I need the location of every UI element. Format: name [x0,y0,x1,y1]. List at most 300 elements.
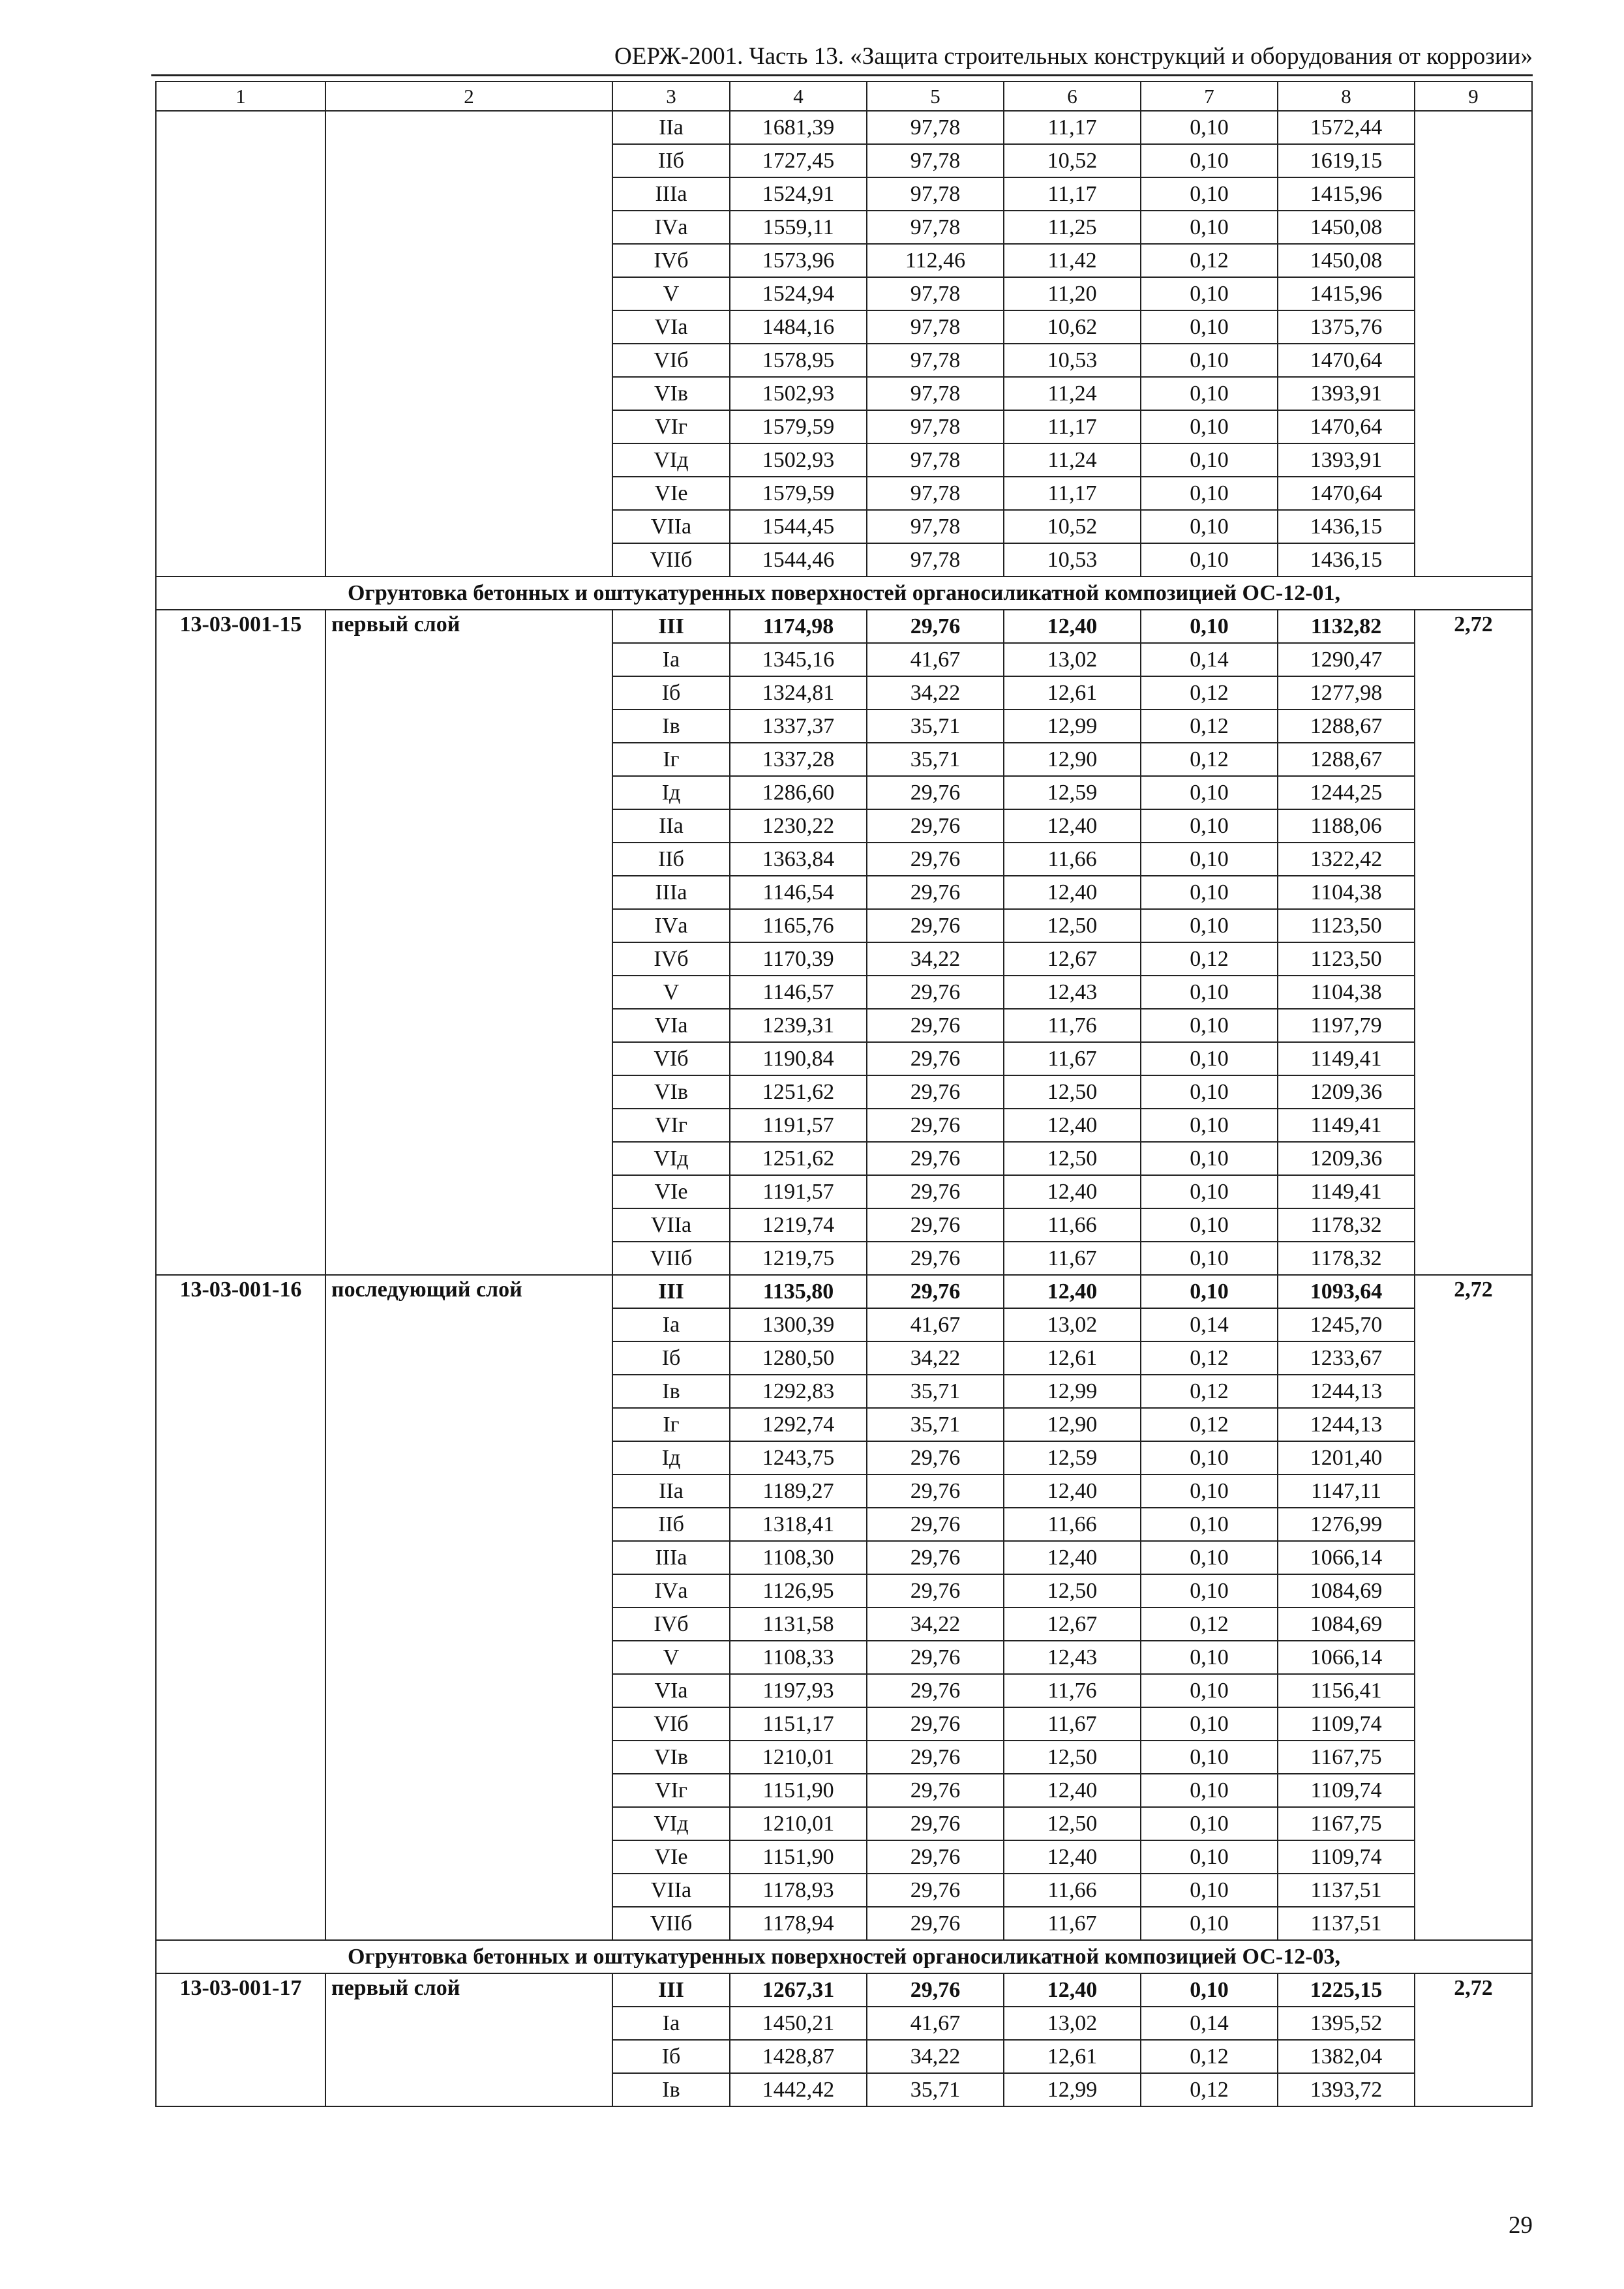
machine-cell: 11,20 [1004,277,1141,310]
driver-wage-cell: 0,10 [1141,1075,1278,1109]
machine-cell: 13,02 [1004,2007,1141,2040]
material-cell: 1209,36 [1278,1142,1415,1175]
zone-cell: IIа [612,809,730,843]
zone-cell: V [612,277,730,310]
material-cell: 1322,42 [1278,843,1415,876]
zone-cell: V [612,976,730,1009]
material-cell: 1066,14 [1278,1641,1415,1674]
zone-cell: III [612,1275,730,1308]
machine-cell: 10,52 [1004,510,1141,543]
zone-cell: VIб [612,1042,730,1075]
cost-cell: 1363,84 [730,843,867,876]
wage-cell: 97,78 [867,111,1004,144]
machine-cell: 12,40 [1004,1175,1141,1208]
material-cell: 1225,15 [1278,1973,1415,2007]
driver-wage-cell: 0,10 [1141,976,1278,1009]
cost-cell: 1324,81 [730,676,867,710]
material-cell: 1415,96 [1278,277,1415,310]
material-cell: 1382,04 [1278,2040,1415,2073]
driver-wage-cell: 0,10 [1141,410,1278,443]
wage-cell: 29,76 [867,1707,1004,1741]
cost-cell: 1151,17 [730,1707,867,1741]
cost-cell: 1559,11 [730,211,867,244]
item-col9-value: 2,72 [1415,1275,1532,1940]
zone-cell: VIб [612,1707,730,1741]
material-cell: 1393,91 [1278,443,1415,477]
driver-wage-cell: 0,12 [1141,1341,1278,1375]
driver-wage-cell: 0,10 [1141,1042,1278,1075]
machine-cell: 10,62 [1004,310,1141,344]
machine-cell: 12,50 [1004,1807,1141,1840]
item-col9-value: 2,72 [1415,610,1532,1275]
driver-wage-cell: 0,14 [1141,1308,1278,1341]
material-cell: 1137,51 [1278,1907,1415,1940]
driver-wage-cell: 0,10 [1141,377,1278,410]
zone-cell: VIд [612,1807,730,1840]
material-cell: 1109,74 [1278,1774,1415,1807]
material-cell: 1277,98 [1278,676,1415,710]
zone-cell: VIг [612,1774,730,1807]
cost-cell: 1210,01 [730,1741,867,1774]
section-title: Огрунтовка бетонных и оштукатуренных поверхностей органосиликатной композицией ОС-12-03, [156,1940,1532,1973]
zone-cell: Iг [612,743,730,776]
machine-cell: 12,61 [1004,676,1141,710]
machine-cell: 11,67 [1004,1907,1141,1940]
item-name: последующий слой [325,1275,612,1940]
wage-cell: 35,71 [867,1408,1004,1441]
machine-cell: 11,42 [1004,244,1141,277]
driver-wage-cell: 0,10 [1141,344,1278,377]
column-number-8: 8 [1278,82,1415,111]
wage-cell: 97,78 [867,277,1004,310]
column-number-row [156,82,1532,111]
column-number-2: 2 [325,82,612,111]
machine-cell: 11,67 [1004,1042,1141,1075]
machine-cell: 12,99 [1004,710,1141,743]
driver-wage-cell: 0,10 [1141,277,1278,310]
machine-cell: 11,66 [1004,1208,1141,1242]
driver-wage-cell: 0,12 [1141,1608,1278,1641]
machine-cell: 12,67 [1004,942,1141,976]
zone-cell: VIв [612,377,730,410]
zone-cell: Iб [612,676,730,710]
driver-wage-cell: 0,10 [1141,1175,1278,1208]
driver-wage-cell: 0,12 [1141,676,1278,710]
zone-cell: IIа [612,111,730,144]
cost-cell: 1345,16 [730,643,867,676]
column-number-9: 9 [1415,82,1532,111]
machine-cell: 11,17 [1004,477,1141,510]
cost-cell: 1579,59 [730,477,867,510]
cost-cell: 1578,95 [730,344,867,377]
machine-cell: 12,59 [1004,1441,1141,1474]
material-cell: 1084,69 [1278,1574,1415,1608]
material-cell: 1572,44 [1278,111,1415,144]
zone-cell: V [612,1641,730,1674]
zone-cell: III [612,1973,730,2007]
cost-cell: 1197,93 [730,1674,867,1707]
material-cell: 1450,08 [1278,244,1415,277]
column-number-1: 1 [156,82,325,111]
material-cell: 1470,64 [1278,410,1415,443]
zone-cell: VIе [612,477,730,510]
cost-cell: 1280,50 [730,1341,867,1375]
material-cell: 1244,13 [1278,1375,1415,1408]
driver-wage-cell: 0,10 [1141,1907,1278,1940]
machine-cell: 11,25 [1004,211,1141,244]
machine-cell: 11,24 [1004,377,1141,410]
driver-wage-cell: 0,10 [1141,1242,1278,1275]
wage-cell: 97,78 [867,211,1004,244]
machine-cell: 10,52 [1004,144,1141,177]
wage-cell: 29,76 [867,1741,1004,1774]
material-cell: 1104,38 [1278,876,1415,909]
cost-cell: 1243,75 [730,1441,867,1474]
column-number-7: 7 [1141,82,1278,111]
cost-cell: 1151,90 [730,1774,867,1807]
wage-cell: 29,76 [867,1840,1004,1874]
cost-cell: 1267,31 [730,1973,867,2007]
cost-cell: 1300,39 [730,1308,867,1341]
material-cell: 1109,74 [1278,1840,1415,1874]
cost-cell: 1524,91 [730,177,867,211]
machine-cell: 12,61 [1004,1341,1141,1375]
zone-cell: VIе [612,1840,730,1874]
section-title: Огрунтовка бетонных и оштукатуренных поверхностей органосиликатной композицией ОС-12-01, [156,576,1532,610]
material-cell: 1109,74 [1278,1707,1415,1741]
zone-cell: VIг [612,410,730,443]
cost-cell: 1502,93 [730,443,867,477]
wage-cell: 29,76 [867,1075,1004,1109]
cost-cell: 1210,01 [730,1807,867,1840]
driver-wage-cell: 0,14 [1141,643,1278,676]
material-cell: 1093,64 [1278,1275,1415,1308]
driver-wage-cell: 0,10 [1141,843,1278,876]
zone-cell: IIб [612,843,730,876]
machine-cell: 12,43 [1004,1641,1141,1674]
item-name: первый слой [325,610,612,1275]
cost-cell: 1484,16 [730,310,867,344]
driver-wage-cell: 0,12 [1141,710,1278,743]
material-cell: 1149,41 [1278,1175,1415,1208]
machine-cell: 11,17 [1004,410,1141,443]
driver-wage-cell: 0,10 [1141,1774,1278,1807]
wage-cell: 29,76 [867,976,1004,1009]
material-cell: 1123,50 [1278,909,1415,942]
zone-cell: Iа [612,643,730,676]
zone-cell: Iб [612,1341,730,1375]
machine-cell: 12,40 [1004,610,1141,643]
cost-cell: 1239,31 [730,1009,867,1042]
cost-cell: 1170,39 [730,942,867,976]
material-cell: 1132,82 [1278,610,1415,643]
zone-cell: IIа [612,1474,730,1508]
driver-wage-cell: 0,10 [1141,1109,1278,1142]
wage-cell: 41,67 [867,643,1004,676]
driver-wage-cell: 0,12 [1141,942,1278,976]
machine-cell: 11,76 [1004,1009,1141,1042]
zone-cell: IVб [612,1608,730,1641]
driver-wage-cell: 0,10 [1141,610,1278,643]
cost-cell: 1131,58 [730,1608,867,1641]
cost-cell: 1190,84 [730,1042,867,1075]
machine-cell: 11,17 [1004,177,1141,211]
wage-cell: 29,76 [867,1142,1004,1175]
item-name: первый слой [325,1973,612,2106]
item-code: 13-03-001-17 [156,1973,325,2106]
cost-cell: 1337,37 [730,710,867,743]
driver-wage-cell: 0,10 [1141,1674,1278,1707]
driver-wage-cell: 0,10 [1141,809,1278,843]
item-code: 13-03-001-16 [156,1275,325,1940]
driver-wage-cell: 0,10 [1141,1840,1278,1874]
wage-cell: 29,76 [867,1441,1004,1474]
driver-wage-cell: 0,10 [1141,1707,1278,1741]
material-cell: 1470,64 [1278,477,1415,510]
cost-cell: 1318,41 [730,1508,867,1541]
wage-cell: 29,76 [867,1541,1004,1574]
driver-wage-cell: 0,10 [1141,144,1278,177]
material-cell: 1066,14 [1278,1541,1415,1574]
machine-cell: 10,53 [1004,543,1141,576]
machine-cell: 12,40 [1004,1474,1141,1508]
material-cell: 1393,91 [1278,377,1415,410]
material-cell: 1149,41 [1278,1042,1415,1075]
driver-wage-cell: 0,10 [1141,1508,1278,1541]
cost-cell: 1681,39 [730,111,867,144]
material-cell: 1178,32 [1278,1242,1415,1275]
zone-cell: IIб [612,144,730,177]
zone-cell: IVа [612,909,730,942]
zone-cell: IVа [612,1574,730,1608]
machine-cell: 12,40 [1004,1840,1141,1874]
machine-cell: 11,17 [1004,111,1141,144]
driver-wage-cell: 0,10 [1141,543,1278,576]
driver-wage-cell: 0,10 [1141,1574,1278,1608]
zone-cell: VIIа [612,1874,730,1907]
table-row [156,111,1532,144]
cost-cell: 1230,22 [730,809,867,843]
wage-cell: 34,22 [867,676,1004,710]
machine-cell: 12,50 [1004,1075,1141,1109]
cost-cell: 1251,62 [730,1075,867,1109]
wage-cell: 29,76 [867,1208,1004,1242]
machine-cell: 11,24 [1004,443,1141,477]
zone-cell: VIIб [612,1242,730,1275]
material-cell: 1290,47 [1278,643,1415,676]
wage-cell: 35,71 [867,743,1004,776]
machine-cell: 12,40 [1004,1275,1141,1308]
wage-cell: 29,76 [867,1275,1004,1308]
machine-cell: 11,66 [1004,1508,1141,1541]
zone-cell: Iг [612,1408,730,1441]
material-cell: 1288,67 [1278,710,1415,743]
machine-cell: 12,61 [1004,2040,1141,2073]
driver-wage-cell: 0,12 [1141,1408,1278,1441]
cost-cell: 1219,74 [730,1208,867,1242]
cost-cell: 1428,87 [730,2040,867,2073]
cost-cell: 1146,57 [730,976,867,1009]
driver-wage-cell: 0,10 [1141,1275,1278,1308]
zone-cell: IVб [612,244,730,277]
material-cell: 1395,52 [1278,2007,1415,2040]
wage-cell: 29,76 [867,909,1004,942]
zone-cell: IVб [612,942,730,976]
driver-wage-cell: 0,10 [1141,211,1278,244]
wage-cell: 29,76 [867,1973,1004,2007]
driver-wage-cell: 0,10 [1141,1142,1278,1175]
zone-cell: IIIа [612,1541,730,1574]
table-body [156,82,1532,2106]
column-number-3: 3 [612,82,730,111]
wage-cell: 97,78 [867,344,1004,377]
machine-cell: 11,67 [1004,1242,1141,1275]
wage-cell: 29,76 [867,1641,1004,1674]
material-cell: 1137,51 [1278,1874,1415,1907]
material-cell: 1209,36 [1278,1075,1415,1109]
driver-wage-cell: 0,12 [1141,1375,1278,1408]
rates-table [155,81,1533,2107]
machine-cell: 12,90 [1004,1408,1141,1441]
cost-cell: 1178,93 [730,1874,867,1907]
driver-wage-cell: 0,10 [1141,1807,1278,1840]
machine-cell: 13,02 [1004,643,1141,676]
zone-cell: VIг [612,1109,730,1142]
cost-cell: 1727,45 [730,144,867,177]
wage-cell: 41,67 [867,1308,1004,1341]
driver-wage-cell: 0,12 [1141,743,1278,776]
machine-cell: 12,50 [1004,909,1141,942]
zone-cell: VIб [612,344,730,377]
zone-cell: Iа [612,1308,730,1341]
page-header: ОЕРЖ-2001. Часть 13. «Защита строительных конструкций и оборудования от коррозии» [614,43,1533,70]
zone-cell: VIIб [612,1907,730,1940]
machine-cell: 12,43 [1004,976,1141,1009]
wage-cell: 97,78 [867,144,1004,177]
material-cell: 1619,15 [1278,144,1415,177]
machine-cell: 12,59 [1004,776,1141,809]
cost-cell: 1191,57 [730,1109,867,1142]
driver-wage-cell: 0,10 [1141,1009,1278,1042]
zone-cell: VIе [612,1175,730,1208]
material-cell: 1167,75 [1278,1741,1415,1774]
cost-cell: 1286,60 [730,776,867,809]
cost-cell: 1292,74 [730,1408,867,1441]
zone-cell: VIд [612,443,730,477]
zone-cell: IIб [612,1508,730,1541]
wage-cell: 29,76 [867,1175,1004,1208]
table-row [156,1973,1532,2007]
table-row [156,610,1532,643]
driver-wage-cell: 0,10 [1141,909,1278,942]
material-cell: 1288,67 [1278,743,1415,776]
column-number-6: 6 [1004,82,1141,111]
wage-cell: 29,76 [867,1807,1004,1840]
driver-wage-cell: 0,10 [1141,177,1278,211]
zone-cell: Iд [612,776,730,809]
driver-wage-cell: 0,10 [1141,111,1278,144]
material-cell: 1450,08 [1278,211,1415,244]
zone-cell: VIIб [612,543,730,576]
machine-cell: 12,50 [1004,1741,1141,1774]
cost-cell: 1442,42 [730,2073,867,2106]
material-cell: 1375,76 [1278,310,1415,344]
zone-cell: Iд [612,1441,730,1474]
zone-cell: VIIа [612,510,730,543]
wage-cell: 29,76 [867,1009,1004,1042]
zone-cell: VIа [612,310,730,344]
driver-wage-cell: 0,10 [1141,443,1278,477]
material-cell: 1147,11 [1278,1474,1415,1508]
machine-cell: 12,50 [1004,1574,1141,1608]
material-cell: 1123,50 [1278,942,1415,976]
material-cell: 1470,64 [1278,344,1415,377]
wage-cell: 29,76 [867,1508,1004,1541]
material-cell: 1233,67 [1278,1341,1415,1375]
header-rule [151,74,1533,76]
driver-wage-cell: 0,10 [1141,1441,1278,1474]
cost-cell: 1573,96 [730,244,867,277]
material-cell: 1084,69 [1278,1608,1415,1641]
material-cell: 1156,41 [1278,1674,1415,1707]
wage-cell: 97,78 [867,543,1004,576]
zone-cell: VIа [612,1674,730,1707]
wage-cell: 97,78 [867,510,1004,543]
continued-col9-cell [1415,111,1532,576]
wage-cell: 29,76 [867,1109,1004,1142]
wage-cell: 34,22 [867,2040,1004,2073]
wage-cell: 35,71 [867,1375,1004,1408]
wage-cell: 29,76 [867,809,1004,843]
table-row [156,1275,1532,1308]
wage-cell: 29,76 [867,1907,1004,1940]
driver-wage-cell: 0,12 [1141,244,1278,277]
material-cell: 1436,15 [1278,543,1415,576]
material-cell: 1197,79 [1278,1009,1415,1042]
material-cell: 1167,75 [1278,1807,1415,1840]
section-title-row [156,576,1532,610]
column-number-4: 4 [730,82,867,111]
item-col9-value: 2,72 [1415,1973,1532,2106]
cost-cell: 1524,94 [730,277,867,310]
cost-cell: 1108,33 [730,1641,867,1674]
wage-cell: 29,76 [867,776,1004,809]
driver-wage-cell: 0,10 [1141,1741,1278,1774]
cost-cell: 1178,94 [730,1907,867,1940]
machine-cell: 12,40 [1004,1973,1141,2007]
machine-cell: 12,99 [1004,2073,1141,2106]
material-cell: 1276,99 [1278,1508,1415,1541]
zone-cell: IVа [612,211,730,244]
cost-cell: 1292,83 [730,1375,867,1408]
wage-cell: 34,22 [867,942,1004,976]
wage-cell: 29,76 [867,610,1004,643]
machine-cell: 12,40 [1004,876,1141,909]
cost-cell: 1450,21 [730,2007,867,2040]
driver-wage-cell: 0,10 [1141,1973,1278,2007]
material-cell: 1436,15 [1278,510,1415,543]
cost-cell: 1191,57 [730,1175,867,1208]
zone-cell: IIIа [612,876,730,909]
machine-cell: 12,40 [1004,1109,1141,1142]
zone-cell: VIв [612,1075,730,1109]
wage-cell: 97,78 [867,443,1004,477]
cost-cell: 1108,30 [730,1541,867,1574]
machine-cell: 12,67 [1004,1608,1141,1641]
cost-cell: 1251,62 [730,1142,867,1175]
material-cell: 1104,38 [1278,976,1415,1009]
wage-cell: 97,78 [867,310,1004,344]
